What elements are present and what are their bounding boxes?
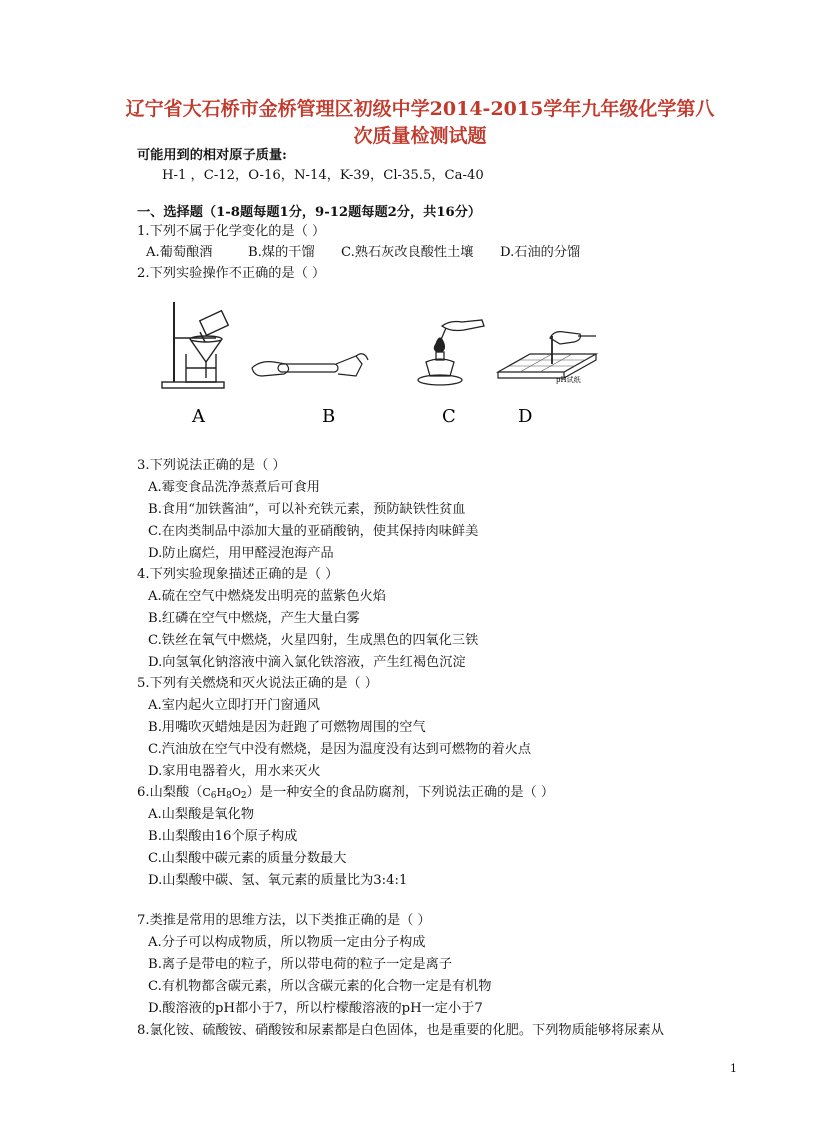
question-6-option-c: C.山梨酸中碳元素的质量分数最大 bbox=[148, 851, 347, 866]
question-4-option-c: C.铁丝在氧气中燃烧，火星四射，生成黑色的四氧化三铁 bbox=[148, 633, 479, 648]
question-4-option-a: A.硫在空气中燃烧发出明亮的蓝紫色火焰 bbox=[148, 589, 386, 604]
question-4-option-d: D.向氢氧化钠溶液中滴入氯化铁溶液，产生红褐色沉淀 bbox=[148, 655, 466, 670]
question-1-stem: 1.下列不属于化学变化的是（ ） bbox=[137, 224, 326, 239]
question-5-option-b: B.用嘴吹灭蜡烛是因为赶跑了可燃物周围的空气 bbox=[148, 720, 426, 735]
question-3-option-d: D.防止腐烂，用甲醛浸泡海产品 bbox=[148, 546, 334, 561]
alcohol-lamp-icon bbox=[418, 320, 484, 385]
question-6-option-a: A.山梨酸是氧化物 bbox=[148, 807, 255, 822]
ph-paper-label: pH试纸 bbox=[556, 376, 581, 384]
question-7-option-b: B.离子是带电的粒子，所以带电荷的粒子一定是离子 bbox=[148, 957, 453, 972]
question-6-stem-pre: 6.山梨酸（ bbox=[137, 785, 203, 800]
question-7-option-a: A.分子可以构成物质，所以物质一定由分子构成 bbox=[148, 935, 426, 950]
question-5-option-c: C.汽油放在空气中没有燃烧，是因为温度没有达到可燃物的着火点 bbox=[148, 742, 532, 757]
question-5-stem: 5.下列有关燃烧和灭火说法正确的是（ ） bbox=[137, 676, 378, 691]
question-1-option-d: D.石油的分馏 bbox=[500, 245, 581, 260]
question-6-option-d: D.山梨酸中碳、氢、氧元素的质量比为3:4:1 bbox=[148, 873, 408, 888]
question-4-option-b: B.红磷在空气中燃烧，产生大量白雾 bbox=[148, 611, 360, 626]
question-5-option-d: D.家用电器着火，用水来灭火 bbox=[148, 764, 321, 779]
question-1-option-c: C.熟石灰改良酸性土壤 bbox=[341, 245, 474, 260]
test-tube-hand-icon bbox=[252, 354, 368, 376]
question-3-option-c: C.在肉类制品中添加大量的亚硝酸钠，使其保持肉味鲜美 bbox=[148, 524, 479, 539]
question-2-stem: 2.下列实验操作不正确的是（ ） bbox=[137, 266, 326, 281]
question-3-option-a: A.霉变食品洗净蒸煮后可食用 bbox=[148, 480, 320, 495]
ph-paper-test-icon bbox=[498, 332, 596, 378]
question-8-stem: 8.氯化铵、硫酸铵、硝酸铵和尿素都是白色固体，也是重要的化肥。下列物质能够将尿素从 bbox=[137, 1023, 664, 1038]
filtration-apparatus-icon bbox=[162, 302, 228, 388]
figure-label-a: A bbox=[192, 406, 205, 427]
question-6-stem-post: ）是一种安全的食品防腐剂，下列说法正确的是（ ） bbox=[246, 785, 555, 800]
question-1-option-a: A.葡萄酿酒 bbox=[146, 245, 213, 260]
figure-label-d: D bbox=[518, 406, 533, 427]
atomic-mass-heading: 可能用到的相对原子质量: bbox=[137, 148, 287, 163]
document-title-line2: 次质量检测试题 bbox=[353, 125, 487, 147]
question-7-option-d: D.酸溶液的pH都小于7，所以柠檬酸溶液的pH一定小于7 bbox=[148, 1001, 483, 1016]
figure-label-c: C bbox=[442, 406, 456, 427]
document-title-line1: 辽宁省大石桥市金桥管理区初级中学2014-2015学年九年级化学第八 bbox=[125, 98, 715, 120]
question-3-option-b: B.食用“加铁酱油”，可以补充铁元素，预防缺铁性贫血 bbox=[148, 502, 466, 517]
figure-label-b: B bbox=[322, 406, 336, 427]
sorbic-acid-formula: $C_6H_8O_2$ bbox=[202, 786, 247, 801]
question-5-option-a: A.室内起火立即打开门窗通风 bbox=[148, 698, 320, 713]
atomic-mass-list: H-1 ，C-12，O-16，N-14，K-39，Cl-35.5，Ca-40 bbox=[162, 168, 484, 183]
page-number: 1 bbox=[730, 1062, 737, 1075]
question-3-stem: 3.下列说法正确的是（ ） bbox=[137, 458, 286, 473]
question-1-option-b: B.煤的干馏 bbox=[248, 245, 315, 260]
question-6-option-b: B.山梨酸由16个原子构成 bbox=[148, 829, 298, 844]
question-6-stem bbox=[137, 784, 554, 805]
section-heading: 一、选择题（1-8题每题1分，9-12题每题2分，共16分） bbox=[137, 205, 482, 220]
question-7-stem: 7.类推是常用的思维方法，以下类推正确的是（ ） bbox=[137, 913, 431, 928]
experiment-figure bbox=[150, 290, 620, 440]
question-7-option-c: C.有机物都含碳元素，所以含碳元素的化合物一定是有机物 bbox=[148, 979, 492, 994]
question-4-stem: 4.下列实验现象描述正确的是（ ） bbox=[137, 567, 339, 582]
